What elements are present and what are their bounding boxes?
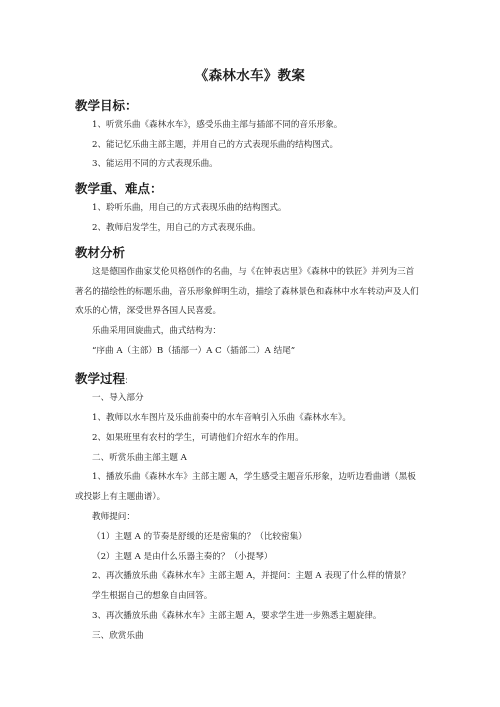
process-line: 或投影上有主题曲谱）。 [75,492,166,502]
material-paragraph-line: 欢乐的心情，深受世界各国人民喜爱。 [75,306,222,316]
process-line: 2、再次播放乐曲《森林水车》主部主题 A，并提问：主题 A 表现了什么样的情景？ [92,571,411,581]
form-intro: 乐曲采用回旋曲式，曲式结构为： [92,326,221,336]
process-line: 一、导入部分 [92,393,144,403]
section-heading-process [75,369,128,387]
goal-item: 2、能记忆乐曲主部主题，并用自己的方式表现乐曲的结构图式。 [92,140,339,150]
material-paragraph-line: 这是德国作曲家艾伦贝格创作的名曲，与《在钟表店里》《森林中的铁匠》并列为三首 [92,267,415,277]
process-heading-suffix: : [125,376,129,386]
process-line: 1、播放乐曲《森林水车》主部主题 A，学生感受主题音乐形象，边听边看曲谱（黑板 [92,472,416,482]
process-line: （1）主题 A 的节奏是舒缓的还是密集的？（比较密集） [92,532,307,542]
process-line: 教师提问： [92,512,135,522]
process-line: 学生根据自己的想象自由回答。 [92,591,213,601]
process-heading-text: 教学过程 [75,371,126,386]
keypoint-item: 2、教师启发学生，用自己的方式表现乐曲。 [92,223,261,233]
section-heading-keypoints: 教学重、难点： [75,181,163,196]
material-paragraph-line: 著名的描绘性的标题乐曲，音乐形象鲜明生动，描绘了森林景色和森林中水车转动声及人们 [75,287,419,297]
document-title: 《森林水车》教案 [194,68,306,84]
process-line: 1、教师以水车图片及乐曲前奏中的水车音响引入乐曲《森林水车》。 [92,413,351,423]
section-heading-goals: 教学目标： [75,98,138,113]
keypoint-item: 1、聆听乐曲，用自己的方式表现乐曲的结构图式。 [92,203,287,213]
goal-item: 1、听赏乐曲《森林水车》，感受乐曲主部与插部不同的音乐形象。 [92,120,343,130]
section-heading-material: 教材分析 [75,245,126,260]
process-line: 2、如果班里有农村的学生，可请他们介绍水车的作用。 [92,433,304,443]
process-line: （2）主题 A 是由什么乐器主奏的？（小提琴） [92,552,273,562]
process-line: 三、欣赏乐曲 [92,631,144,641]
form-structure: “序曲 A（主部）B（插部一）A C（插部二）A 结尾” [92,346,296,356]
goal-item: 3、能运用不同的方式表现乐曲。 [92,159,218,169]
process-line: 二、听赏乐曲主部主题 A [92,453,187,463]
process-line: 3、再次播放乐曲《森林水车》主部主题 A，要求学生进一步熟悉主题旋律。 [92,611,382,621]
